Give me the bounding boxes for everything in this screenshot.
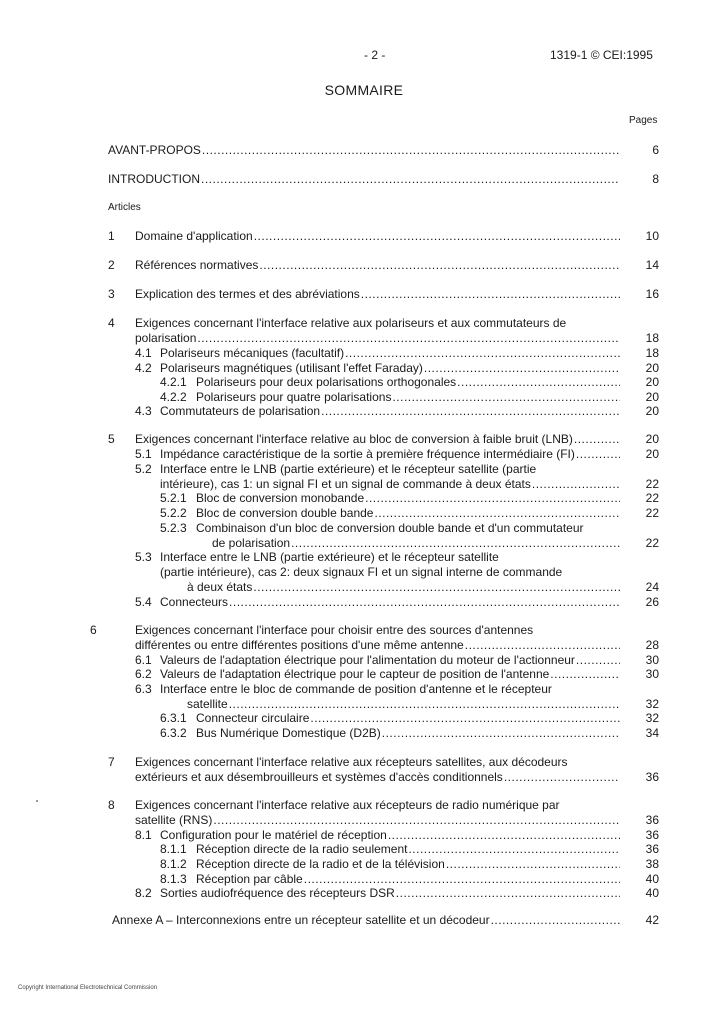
toc-entry-number: 7 [108, 755, 115, 769]
toc-entry-page: 30 [645, 653, 659, 667]
toc-entry [0, 667, 728, 682]
toc-entry-title: Interface entre le LNB (partie extérieure) et le récepteur satellite (partie [160, 462, 537, 476]
toc-entry-title: Exigences concernant l'interface relative aux polariseurs et aux commutateurs de [135, 316, 567, 330]
leader-dots [365, 491, 620, 506]
toc-entry-title: intérieure), cas 1: un signal FI et un signal de commande à deux états [160, 477, 531, 491]
toc-entry [0, 390, 728, 405]
toc-entry [0, 770, 728, 785]
leader-dots [304, 872, 620, 887]
leader-dots [202, 143, 620, 158]
leader-dots [321, 404, 620, 419]
leader-dots [254, 229, 620, 244]
leader-dots [550, 667, 620, 682]
toc-entry-number: 8.1.3 [160, 872, 187, 886]
toc-entry-title: Configuration pour le matériel de réception [160, 828, 387, 842]
toc-entry-page: 28 [645, 638, 659, 652]
toc-entry-title: polarisation [135, 331, 197, 345]
toc-entry-title: Polariseurs pour quatre polarisations [196, 390, 392, 404]
toc-entry-page: 32 [645, 697, 659, 711]
leader-dots [291, 536, 620, 551]
toc-entry-page: 20 [645, 447, 659, 461]
toc-entry-title: Polariseurs pour deux polarisations orthogonales [196, 375, 457, 389]
toc-entry-number: 6.3 [135, 682, 152, 696]
leader-dots [457, 375, 620, 390]
toc-entry-title: Polariseurs magnétiques (utilisant l'effet Faraday) [160, 361, 423, 375]
toc-entry-title: Bus Numérique Domestique (D2B) [196, 726, 381, 740]
leader-dots [361, 287, 620, 302]
toc-entry-number: 5.2.2 [160, 506, 187, 520]
page-number: - 2 - [364, 48, 386, 62]
toc-entry-page: 40 [645, 872, 659, 886]
toc-entry-number: 4.2 [135, 361, 152, 375]
toc-entry-title: Références normatives [135, 258, 259, 272]
toc-entry [0, 462, 728, 477]
toc-entry-page: 30 [645, 667, 659, 681]
toc-entry-number: 8 [108, 798, 115, 812]
toc-entry-number: 4.1 [135, 346, 152, 360]
toc-entry [0, 506, 728, 521]
toc-entry-title: Explication des termes et des abréviations [135, 287, 360, 301]
toc-entry-title: Annexe A – Interconnexions entre un récepteur satellite et un décodeur [112, 913, 490, 927]
toc-entry [0, 550, 728, 565]
toc-entry-title: Exigences concernant l'interface pour choisir entre des sources d'antennes [135, 623, 534, 637]
toc-entry [0, 798, 728, 813]
toc-entry-number: 6.1 [135, 653, 152, 667]
toc-entry-number: 1 [108, 229, 115, 243]
toc-entry-title: satellite (RNS) [135, 813, 213, 827]
toc-entry [0, 229, 728, 244]
toc-entry-title: Exigences concernant l'interface relative aux récepteurs de radio numérique par [135, 798, 560, 812]
toc-entry [0, 316, 728, 331]
toc-entry-number: 4 [108, 316, 115, 330]
leader-dots [253, 580, 620, 595]
toc-entry-number: 3 [108, 287, 115, 301]
copyright-notice: Copyright International Electrotechnical Commission [18, 985, 158, 991]
leader-dots [201, 172, 620, 187]
leader-dots [446, 857, 620, 872]
toc-entry-page: 36 [645, 842, 659, 856]
toc-entry [0, 653, 728, 668]
toc-entry-number: 4.2.1 [160, 375, 187, 389]
toc-entry-page: 14 [645, 258, 659, 272]
toc-entry-title: Réception directe de la radio seulement [196, 842, 408, 856]
toc-entry-number: 8.1.1 [160, 842, 187, 856]
toc-entry-page: 36 [645, 828, 659, 842]
toc-entry-title: satellite [187, 697, 228, 711]
toc-entry-title: extérieurs et aux désembrouilleurs et systèmes d'accès conditionnels [135, 770, 503, 784]
toc-entry-title: Valeurs de l'adaptation électrique pour le capteur de position de l'antenne [160, 667, 550, 681]
toc-entry-title: Interface entre le bloc de commande de position d'antenne et le récepteur [160, 682, 552, 696]
toc-entry [0, 828, 728, 843]
leader-dots [197, 331, 620, 346]
toc-entry-title: à deux états [187, 580, 253, 594]
toc-entry-page: 18 [645, 346, 659, 360]
toc-entry-title: AVANT-PROPOS [108, 143, 201, 157]
toc-entry-page: 18 [645, 331, 659, 345]
toc-entry [0, 331, 728, 346]
toc-entry-page: 34 [645, 726, 659, 740]
toc-entry-number: 5 [108, 432, 115, 446]
toc-entry-number: 4.2.2 [160, 390, 187, 404]
leader-dots [491, 913, 620, 928]
page-title: SOMMAIRE [324, 82, 404, 98]
toc-entry-title: Valeurs de l'adaptation électrique pour l'alimentation du moteur de l'actionneur [160, 653, 575, 667]
toc-entry [0, 872, 728, 887]
toc-entry [0, 580, 728, 595]
toc-entry-page: 26 [645, 595, 659, 609]
toc-entry-page: 42 [645, 913, 659, 927]
leader-dots [310, 711, 620, 726]
leader-dots [229, 595, 620, 610]
toc-entry-title: différentes ou entre différentes positions d'une même antenne [135, 638, 464, 652]
leader-dots [465, 638, 620, 653]
toc-entry [0, 595, 728, 610]
toc-entry-page: 16 [645, 287, 659, 301]
toc-entry-title: Commutateurs de polarisation [160, 404, 321, 418]
articles-label: Articles [108, 202, 141, 213]
toc-entry-page: 20 [645, 404, 659, 418]
toc-entry-title: Réception par câble [196, 872, 303, 886]
leader-dots [374, 506, 620, 521]
toc-entry [0, 682, 728, 697]
toc-entry-page: 22 [645, 477, 659, 491]
leader-dots [532, 477, 620, 492]
toc-entry-page: 24 [645, 580, 659, 594]
toc-entry-number: 5.2 [135, 462, 152, 476]
toc-entry-title: Exigences concernant l'interface relative au bloc de conversion à faible bruit (LNB) [135, 432, 573, 446]
toc-entry [0, 477, 728, 492]
toc-entry-number: 5.3 [135, 550, 152, 564]
toc-entry [0, 447, 728, 462]
toc-entry-number: 6.2 [135, 667, 152, 681]
toc-entry-title: Domaine d'application [135, 229, 253, 243]
toc-entry [0, 172, 728, 187]
toc-entry [0, 346, 728, 361]
toc-entry-title: INTRODUCTION [108, 172, 200, 186]
toc-entry [0, 697, 728, 712]
toc-entry [0, 287, 728, 302]
toc-entry-number: 5.4 [135, 595, 152, 609]
toc-entry-number: 5.2.3 [160, 521, 187, 535]
toc-entry [0, 857, 728, 872]
leader-dots [576, 447, 620, 462]
document-reference: 1319-1 © CEI:1995 [550, 48, 653, 62]
toc-entry-page: 10 [645, 229, 659, 243]
toc-entry-page: 32 [645, 711, 659, 725]
toc-entry [0, 755, 728, 770]
toc-entry [0, 536, 728, 551]
leader-dots [345, 346, 620, 361]
toc-entry-title: Réception directe de la radio et de la télévision [196, 857, 445, 871]
leader-dots [396, 886, 620, 901]
toc-entry [0, 521, 728, 536]
toc-entry [0, 623, 728, 638]
toc-entry [0, 565, 728, 580]
toc-entry-page: 8 [652, 172, 659, 186]
toc-entry [0, 711, 728, 726]
toc-entry [0, 258, 728, 273]
toc-entry [0, 886, 728, 901]
toc-entry-number: 6.3.2 [160, 726, 187, 740]
toc-entry-page: 20 [645, 361, 659, 375]
leader-dots [388, 828, 620, 843]
toc-entry-page: 36 [645, 813, 659, 827]
toc-entry-page: 40 [645, 886, 659, 900]
toc-entry-title: Bloc de conversion monobande [196, 491, 365, 505]
toc-entry-title: Exigences concernant l'interface relative aux récepteurs satellites, aux décodeurs [135, 755, 568, 769]
leader-dots [392, 390, 620, 405]
leader-dots [259, 258, 620, 273]
leader-dots [213, 813, 620, 828]
toc-entry-title: de polarisation [212, 536, 291, 550]
toc-entry [0, 361, 728, 376]
toc-entry [0, 432, 728, 447]
leader-dots [576, 653, 620, 668]
toc-entry-page: 20 [645, 390, 659, 404]
leader-dots [229, 697, 620, 712]
toc-entry-number: 4.3 [135, 404, 152, 418]
toc-entry-page: 22 [645, 491, 659, 505]
toc-entry-number: 5.1 [135, 447, 152, 461]
toc-entry-title: Connecteur circulaire [196, 711, 310, 725]
toc-entry-page: 20 [645, 375, 659, 389]
toc-entry-title: Impédance caractéristique de la sortie à première fréquence intermédiaire (FI) [160, 447, 575, 461]
toc-entry-title: Sorties audiofréquence des récepteurs DSR [160, 886, 395, 900]
toc-entry-page: 6 [652, 143, 659, 157]
toc-entry [0, 842, 728, 857]
toc-entry-page: 36 [645, 770, 659, 784]
toc-entry-number: 6.3.1 [160, 711, 187, 725]
pages-column-label: Pages [629, 115, 658, 126]
toc-entry-page: 20 [645, 432, 659, 446]
toc-entry-title: Interface entre le LNB (partie extérieure) et le récepteur satellite [160, 550, 499, 564]
toc-entry-number: 8.1.2 [160, 857, 187, 871]
toc-entry [0, 143, 728, 158]
toc-entry [0, 375, 728, 390]
toc-entry-page: 38 [645, 857, 659, 871]
scan-speck [36, 800, 38, 802]
toc-entry-title: (partie intérieure), cas 2: deux signaux FI et un signal interne de commande [160, 565, 563, 579]
toc-entry [0, 491, 728, 506]
toc-entry [0, 638, 728, 653]
toc-entry-title: Combinaison d'un bloc de conversion double bande et d'un commutateur [196, 521, 584, 535]
leader-dots [424, 361, 620, 376]
toc-entry-title: Bloc de conversion double bande [196, 506, 374, 520]
toc-entry-number: 6 [90, 623, 97, 637]
leader-dots [408, 842, 620, 857]
toc-entry [0, 813, 728, 828]
toc-entry-number: 8.1 [135, 828, 152, 842]
toc-entry-title: Polariseurs mécaniques (facultatif) [160, 346, 345, 360]
toc-entry-number: 2 [108, 258, 115, 272]
toc-entry-number: 5.2.1 [160, 491, 187, 505]
toc-entry-title: Connecteurs [160, 595, 229, 609]
toc-entry [0, 913, 728, 928]
leader-dots [382, 726, 620, 741]
toc-entry [0, 726, 728, 741]
toc-entry-page: 22 [645, 536, 659, 550]
leader-dots [574, 432, 620, 447]
toc-entry [0, 404, 728, 419]
toc-entry-number: 8.2 [135, 886, 152, 900]
toc-entry-page: 22 [645, 506, 659, 520]
leader-dots [504, 770, 620, 785]
